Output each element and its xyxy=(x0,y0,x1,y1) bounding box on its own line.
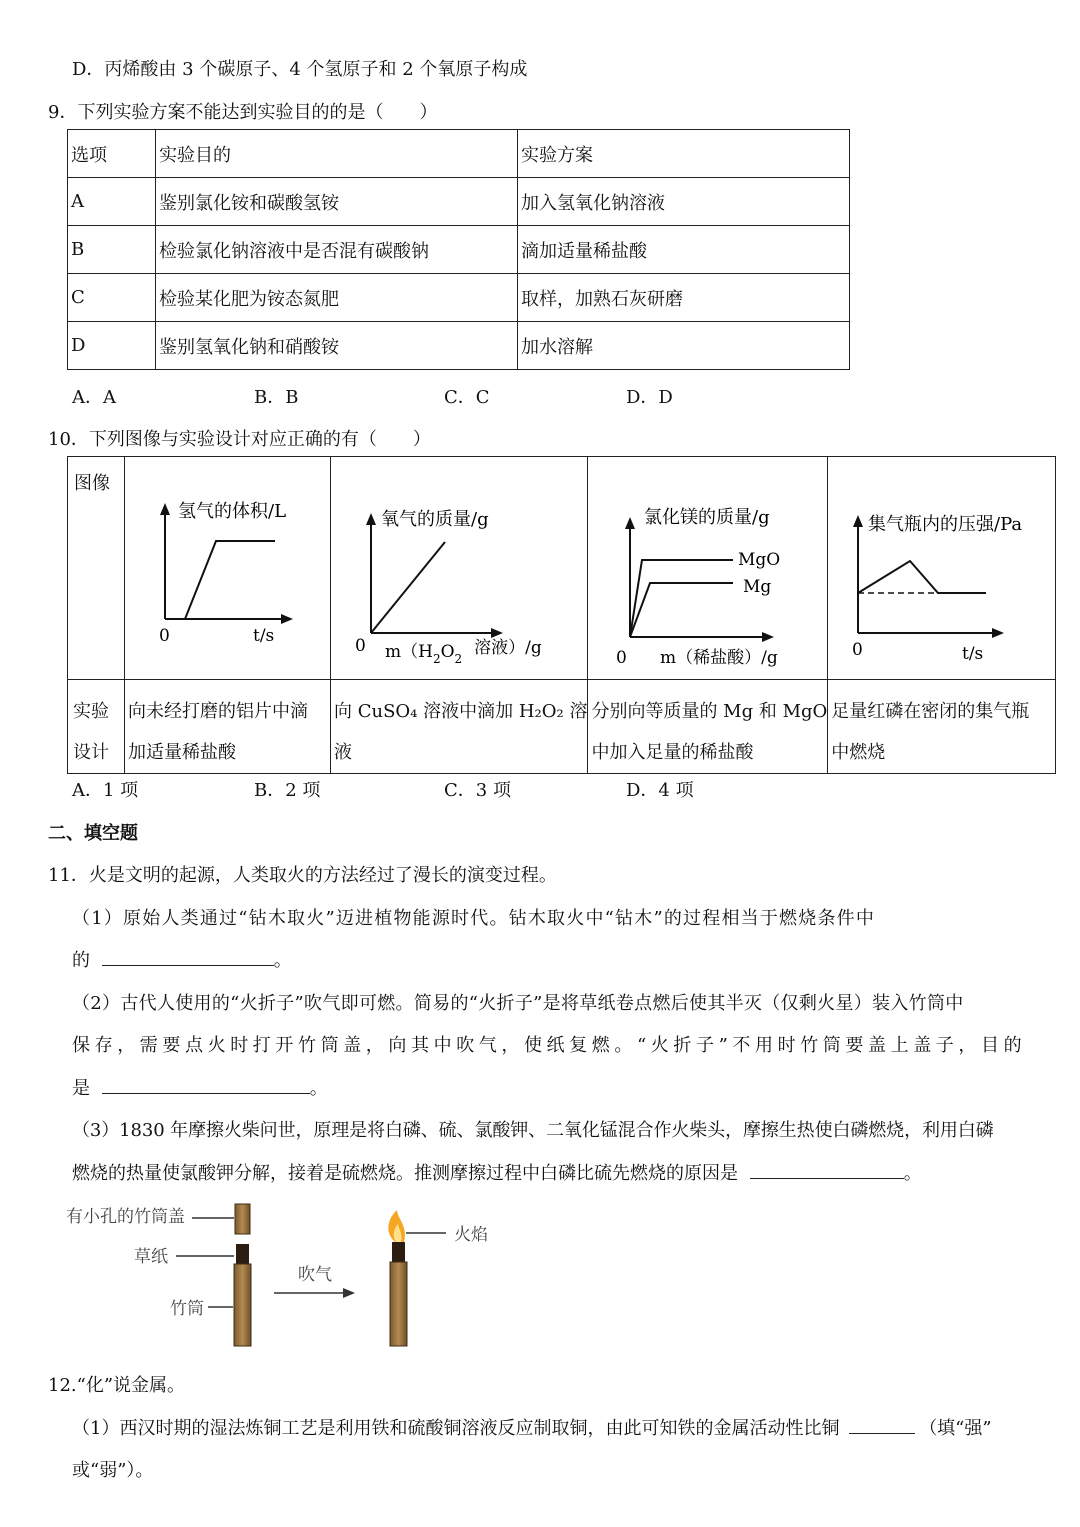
x-axis-label: t/s xyxy=(962,644,984,664)
y-axis-arrow xyxy=(366,513,376,525)
design-cell-3: 分别向等质量的 Mg 和 MgO 中加入足量的稀盐酸 xyxy=(588,680,828,774)
table-cell: 取样，加熟石灰研磨 xyxy=(518,274,850,322)
y-axis-arrow xyxy=(160,503,170,515)
table-row xyxy=(68,178,850,226)
table-cell: C xyxy=(68,274,156,322)
table-cell: 加入氢氧化钠溶液 xyxy=(518,178,850,226)
table-row xyxy=(68,226,850,274)
q9-stem: 9．下列实验方案不能达到实验目的的是（ ） xyxy=(48,102,438,123)
x-axis-arrow xyxy=(762,632,774,642)
bamboo-cap xyxy=(235,1204,250,1234)
table-header: 实验方案 xyxy=(518,130,850,178)
table-row xyxy=(68,274,850,322)
y-axis-arrow xyxy=(853,515,863,527)
flame-label: 火焰 xyxy=(454,1225,488,1245)
series-label-mgo: MgO xyxy=(738,550,781,570)
table-row xyxy=(68,322,850,370)
graph-cell-3 xyxy=(588,457,828,680)
x-axis-label: m（稀盐酸）/g xyxy=(660,648,779,668)
design-cell-1: 向未经打磨的铝片中滴 加适量稀盐酸 xyxy=(125,680,331,774)
table-header: 实验目的 xyxy=(156,130,518,178)
answer-blank[interactable] xyxy=(102,947,274,966)
q10-option-a[interactable]: A．1 项 xyxy=(72,780,139,801)
y-axis-label: 氧气的质量/g xyxy=(381,509,489,530)
q11-part2-line2: 保存，需要点火时打开竹筒盖，向其中吹气，使纸复燃。“火折子”不用时竹筒要盖上盖子，目的 xyxy=(72,1035,1027,1056)
table-cell: A xyxy=(68,178,156,226)
graph-oxygen-mass xyxy=(331,457,583,674)
q10-option-d[interactable]: D．4 项 xyxy=(626,780,694,801)
row-label-image: 图像 xyxy=(68,457,125,680)
q11-part3-line1: （3）1830 年摩擦火柴问世，原理是将白磷、硫、氯酸钾、二氧化锰混合作火柴头，摩擦生热使白磷燃烧，利用白磷 xyxy=(72,1120,994,1141)
answer-blank[interactable] xyxy=(750,1160,904,1179)
data-line xyxy=(371,542,445,633)
x-axis-arrow xyxy=(992,628,1004,638)
section-title: 二、填空题 xyxy=(48,823,138,844)
series-mgo-line xyxy=(630,560,733,637)
graph-magnesium-chloride-mass xyxy=(588,457,819,674)
origin-label: 0 xyxy=(852,640,864,660)
graph-bottle-pressure xyxy=(828,457,1055,674)
y-axis-label: 氢气的体积/L xyxy=(178,501,287,522)
cap-label: 有小孔的竹筒盖 xyxy=(66,1207,185,1227)
blow-arrow-head xyxy=(343,1288,355,1298)
data-line xyxy=(858,561,986,593)
q11-part2-line3: 是 。 xyxy=(72,1074,328,1100)
graph-cell-4 xyxy=(828,457,1056,680)
origin-label: 0 xyxy=(616,648,628,668)
q9-option-b[interactable]: B．B xyxy=(254,387,299,408)
x-axis-arrow xyxy=(491,628,503,638)
q12-part1-line1: （1）西汉时期的湿法炼铜工艺是利用铁和硫酸铜溶液反应制取铜，由此可知铁的金属活动性比铜 （填“强” xyxy=(72,1414,992,1440)
x-axis-arrow xyxy=(281,614,293,624)
graph-hydrogen-volume xyxy=(125,457,330,674)
bamboo-tube xyxy=(234,1264,251,1346)
table-cell: D xyxy=(68,322,156,370)
row-label-design: 实验 设计 xyxy=(68,680,125,774)
x-axis-label: t/s xyxy=(253,626,275,646)
tube-label: 竹筒 xyxy=(170,1299,204,1319)
y-axis-label: 集气瓶内的压强/Pa xyxy=(868,514,1023,535)
q8-option-d: D．丙烯酸由 3 个碳原子、4 个氢原子和 2 个氧原子构成 xyxy=(72,59,528,80)
y-axis-label: 氯化镁的质量/g xyxy=(644,507,771,528)
series-label-mg: Mg xyxy=(743,577,772,597)
q11-stem: 11．火是文明的起源，人类取火的方法经过了漫长的演变过程。 xyxy=(48,865,557,886)
q11-part2-line1: （2）古代人使用的“火折子”吹气即可燃。简易的“火折子”是将草纸卷点燃后使其半灭（仅剩火星）装入竹筒中 xyxy=(72,993,964,1014)
fire-folder-figure xyxy=(62,1196,512,1356)
paper-label: 草纸 xyxy=(134,1247,168,1267)
q10-table xyxy=(67,456,1056,774)
design-cell-4: 足量红磷在密闭的集气瓶 中燃烧 xyxy=(828,680,1056,774)
q9-option-d[interactable]: D．D xyxy=(626,387,673,408)
q10-stem: 10．下列图像与实验设计对应正确的有（ ） xyxy=(48,429,431,450)
q10-option-b[interactable]: B．2 项 xyxy=(254,780,321,801)
table-cell: 检验氯化钠溶液中是否混有碳酸钠 xyxy=(156,226,518,274)
q9-option-c[interactable]: C．C xyxy=(444,387,490,408)
table-cell: 加水溶解 xyxy=(518,322,850,370)
x-axis-label: $m(H_2O_2$溶液）/g xyxy=(385,638,542,666)
y-axis-arrow xyxy=(625,517,635,529)
q11-part1-line1: （1）原始人类通过“钻木取火”迈进植物能源时代。钻木取火中“钻木”的过程相当于燃烧条件中 xyxy=(72,908,876,929)
table-header: 选项 xyxy=(68,130,156,178)
table-cell: 检验某化肥为铵态氮肥 xyxy=(156,274,518,322)
design-cell-2: 向 CuSO₄ 溶液中滴加 H₂O₂ 溶 液 xyxy=(331,680,588,774)
table-cell: B xyxy=(68,226,156,274)
table-cell: 鉴别氢氧化钠和硝酸铵 xyxy=(156,322,518,370)
design-row xyxy=(68,680,1056,774)
burning-paper xyxy=(392,1242,405,1264)
graph-cell-2 xyxy=(331,457,588,680)
origin-label: 0 xyxy=(355,636,366,656)
series-mg-line xyxy=(630,583,733,637)
q9-option-a[interactable]: A．A xyxy=(72,387,116,408)
graph-cell-1 xyxy=(125,457,331,680)
q9-table xyxy=(67,129,850,370)
table-cell: 鉴别氯化铵和碳酸氢铵 xyxy=(156,178,518,226)
q11-part1-line2: 的 。 xyxy=(72,946,292,972)
q10-option-c[interactable]: C．3 项 xyxy=(444,780,511,801)
answer-blank[interactable] xyxy=(102,1075,310,1094)
q12-part1-line2: 或“弱”）。 xyxy=(72,1460,154,1481)
graph-row xyxy=(68,457,1056,680)
table-cell: 滴加适量稀盐酸 xyxy=(518,226,850,274)
paper-roll xyxy=(236,1244,249,1266)
answer-blank[interactable] xyxy=(849,1415,915,1434)
data-line xyxy=(185,541,275,619)
q11-part3-line2: 燃烧的热量使氯酸钾分解，接着是硫燃烧。推测摩擦过程中白磷比硫先燃烧的原因是 。 xyxy=(72,1159,922,1185)
table-header-row xyxy=(68,130,850,178)
blow-label: 吹气 xyxy=(298,1265,332,1285)
origin-label: 0 xyxy=(159,626,170,646)
q12-stem: 12.“化”说金属。 xyxy=(48,1375,186,1396)
bamboo-tube-lit xyxy=(390,1262,407,1346)
